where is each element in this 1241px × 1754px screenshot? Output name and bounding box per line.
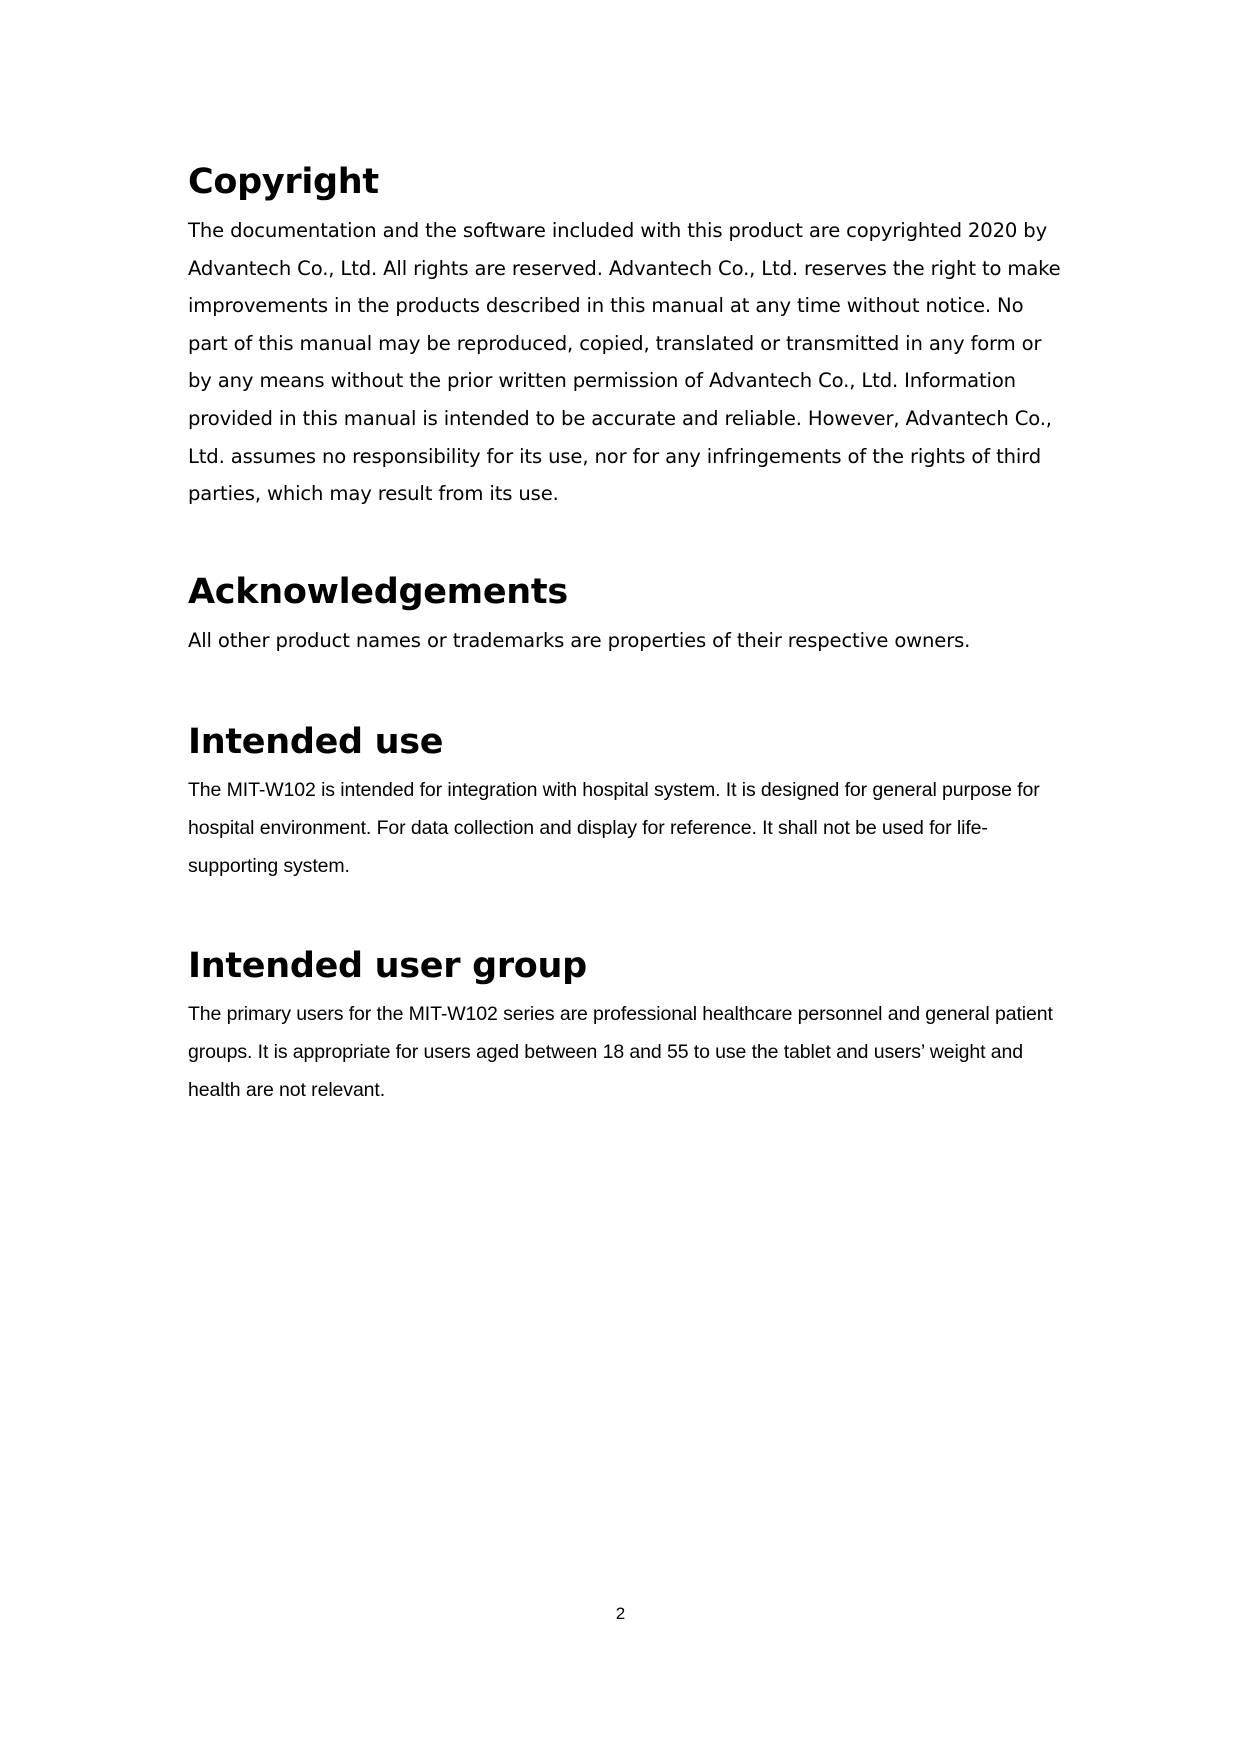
intended-use-heading: Intended use <box>188 722 444 762</box>
copyright-heading: Copyright <box>188 162 379 202</box>
acknowledgements-section <box>188 570 1068 660</box>
intended-user-group-body: The primary users for the MIT-W102 series are professional healthcare personnel and general patient groups. It is appropriate for users aged between 18 and 55 to use the tablet and users’ weight and health are not relevant. <box>188 1003 1053 1101</box>
intended-use-section <box>188 720 1068 885</box>
acknowledgements-heading: Acknowledgements <box>188 572 568 612</box>
copyright-body: The documentation and the software included with this product are copyrighted 2020 by Advantech Co., Ltd. All rights are reserved. Advantech Co., Ltd. reserves the right to make improvements in the products described in this manual at any time without notice. No part of this manual may be reproduced, copied, translated or transmitted in any form or by any means without the prior written permission of Advantech Co., Ltd. Information provided in this manual is intended to be accurate and reliable. However, Advantech Co., Ltd. assumes no responsibility for its use, nor for any infringements of the rights of third parties, which may result from its use. <box>188 219 1061 506</box>
acknowledgements-body: All other product names or trademarks are properties of their respective owners. <box>188 629 971 652</box>
page-number: 2 <box>615 1604 626 1623</box>
copyright-section <box>188 160 1068 513</box>
intended-user-group-section <box>188 944 1068 1109</box>
intended-use-body: The MIT-W102 is intended for integration with hospital system. It is designed for general purpose for hospital environment. For data collection and display for reference. It shall not be used for life-supporting system. <box>188 779 1040 877</box>
intended-user-group-heading: Intended user group <box>188 946 587 986</box>
